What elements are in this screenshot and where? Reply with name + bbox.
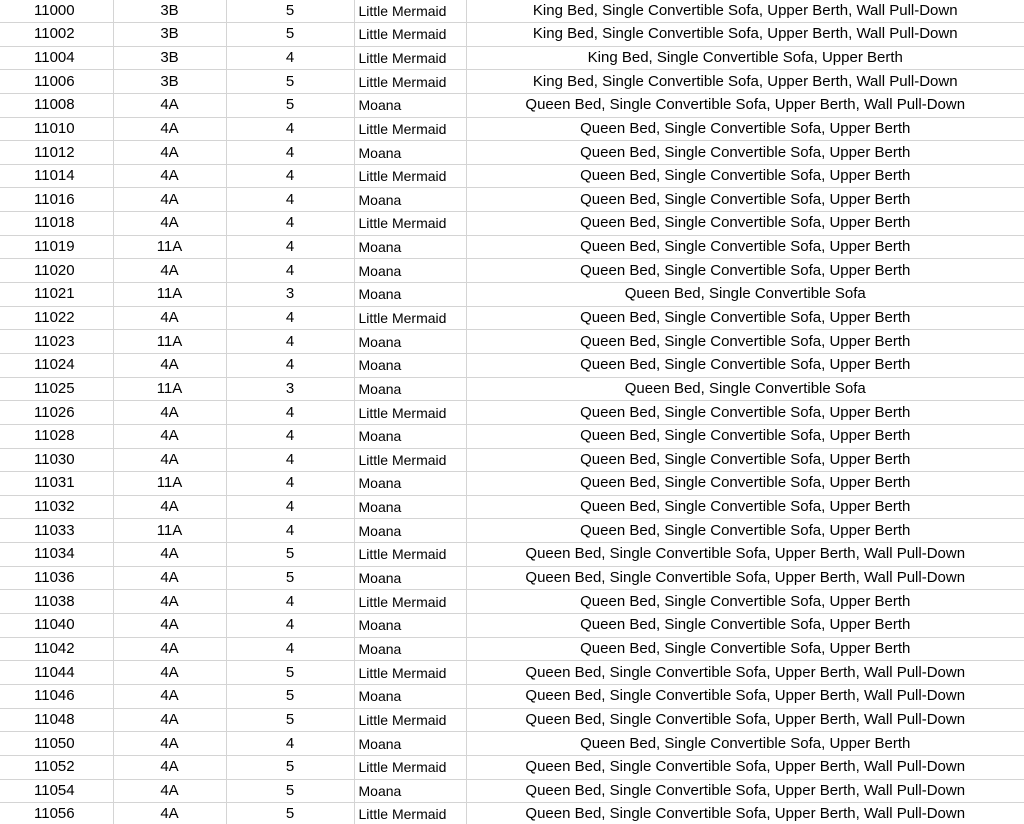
category-cell[interactable]: 11A — [113, 283, 226, 307]
bedding-cell[interactable]: Queen Bed, Single Convertible Sofa, Upper Berth — [466, 259, 1024, 283]
room-number-cell[interactable]: 11008 — [0, 93, 113, 117]
room-number-cell[interactable]: 11033 — [0, 519, 113, 543]
theme-cell[interactable]: Moana — [354, 472, 466, 496]
bedding-cell[interactable]: Queen Bed, Single Convertible Sofa, Upper Berth — [466, 117, 1024, 141]
room-number-cell[interactable]: 11031 — [0, 472, 113, 496]
room-number-cell[interactable]: 11030 — [0, 448, 113, 472]
theme-cell[interactable]: Little Mermaid — [354, 803, 466, 824]
room-number-cell[interactable]: 11025 — [0, 377, 113, 401]
table-row — [0, 188, 1024, 212]
table-row — [0, 353, 1024, 377]
table-row — [0, 306, 1024, 330]
table-row — [0, 661, 1024, 685]
bedding-cell[interactable]: Queen Bed, Single Convertible Sofa, Upper Berth, Wall Pull-Down — [466, 93, 1024, 117]
occupancy-cell[interactable]: 5 — [226, 779, 354, 803]
category-cell[interactable]: 4A — [113, 141, 226, 165]
occupancy-cell[interactable]: 4 — [226, 353, 354, 377]
bedding-cell[interactable]: Queen Bed, Single Convertible Sofa, Upper Berth, Wall Pull-Down — [466, 755, 1024, 779]
table-row — [0, 637, 1024, 661]
table-row — [0, 70, 1024, 94]
table-row — [0, 684, 1024, 708]
table-row — [0, 803, 1024, 824]
category-cell[interactable]: 4A — [113, 614, 226, 638]
room-number-cell[interactable]: 11002 — [0, 23, 113, 47]
bedding-cell[interactable]: Queen Bed, Single Convertible Sofa, Upper Berth — [466, 519, 1024, 543]
table-row — [0, 566, 1024, 590]
room-number-cell[interactable]: 11050 — [0, 732, 113, 756]
bedding-cell[interactable]: Queen Bed, Single Convertible Sofa, Upper Berth — [466, 212, 1024, 236]
theme-cell[interactable]: Moana — [354, 779, 466, 803]
room-number-cell[interactable]: 11019 — [0, 235, 113, 259]
room-number-cell[interactable]: 11054 — [0, 779, 113, 803]
room-number-cell[interactable]: 11024 — [0, 353, 113, 377]
room-number-cell[interactable]: 11020 — [0, 259, 113, 283]
bedding-cell[interactable]: King Bed, Single Convertible Sofa, Upper Berth, Wall Pull-Down — [466, 70, 1024, 94]
bedding-cell[interactable]: Queen Bed, Single Convertible Sofa, Upper Berth — [466, 401, 1024, 425]
bedding-cell[interactable]: Queen Bed, Single Convertible Sofa, Upper Berth, Wall Pull-Down — [466, 661, 1024, 685]
category-cell[interactable]: 4A — [113, 93, 226, 117]
category-cell[interactable]: 3B — [113, 0, 226, 23]
category-cell[interactable]: 3B — [113, 70, 226, 94]
bedding-cell[interactable]: Queen Bed, Single Convertible Sofa, Upper Berth — [466, 330, 1024, 354]
bedding-cell[interactable]: Queen Bed, Single Convertible Sofa — [466, 377, 1024, 401]
room-number-cell[interactable]: 11028 — [0, 424, 113, 448]
occupancy-cell[interactable]: 5 — [226, 684, 354, 708]
category-cell[interactable]: 4A — [113, 164, 226, 188]
theme-cell[interactable]: Little Mermaid — [354, 23, 466, 47]
occupancy-cell[interactable]: 4 — [226, 330, 354, 354]
bedding-cell[interactable]: Queen Bed, Single Convertible Sofa, Upper Berth, Wall Pull-Down — [466, 803, 1024, 824]
room-number-cell[interactable]: 11000 — [0, 0, 113, 23]
theme-cell[interactable]: Moana — [354, 377, 466, 401]
category-cell[interactable]: 11A — [113, 377, 226, 401]
theme-cell[interactable]: Moana — [354, 141, 466, 165]
category-cell[interactable]: 4A — [113, 566, 226, 590]
table-row — [0, 0, 1024, 23]
bedding-cell[interactable]: Queen Bed, Single Convertible Sofa, Upper Berth — [466, 732, 1024, 756]
theme-cell[interactable]: Little Mermaid — [354, 708, 466, 732]
table-row — [0, 377, 1024, 401]
table-row — [0, 495, 1024, 519]
table-row — [0, 23, 1024, 47]
room-number-cell[interactable]: 11021 — [0, 283, 113, 307]
category-cell[interactable]: 4A — [113, 684, 226, 708]
table-row — [0, 330, 1024, 354]
room-number-cell[interactable]: 11004 — [0, 46, 113, 70]
room-number-cell[interactable]: 11012 — [0, 141, 113, 165]
category-cell[interactable]: 4A — [113, 708, 226, 732]
occupancy-cell[interactable]: 3 — [226, 283, 354, 307]
category-cell[interactable]: 4A — [113, 259, 226, 283]
category-cell[interactable]: 4A — [113, 448, 226, 472]
theme-cell[interactable]: Little Mermaid — [354, 306, 466, 330]
room-number-cell[interactable]: 11022 — [0, 306, 113, 330]
category-cell[interactable]: 4A — [113, 424, 226, 448]
occupancy-cell[interactable]: 4 — [226, 495, 354, 519]
table-row — [0, 212, 1024, 236]
table-row — [0, 543, 1024, 567]
occupancy-cell[interactable]: 5 — [226, 93, 354, 117]
category-cell[interactable]: 4A — [113, 495, 226, 519]
occupancy-cell[interactable]: 5 — [226, 803, 354, 824]
room-number-cell[interactable]: 11056 — [0, 803, 113, 824]
occupancy-cell[interactable]: 4 — [226, 472, 354, 496]
occupancy-cell[interactable]: 3 — [226, 377, 354, 401]
occupancy-cell[interactable]: 4 — [226, 519, 354, 543]
bedding-cell[interactable]: King Bed, Single Convertible Sofa, Upper Berth — [466, 46, 1024, 70]
room-number-cell[interactable]: 11016 — [0, 188, 113, 212]
table-row — [0, 590, 1024, 614]
bedding-cell[interactable]: Queen Bed, Single Convertible Sofa, Upper Berth — [466, 306, 1024, 330]
occupancy-cell[interactable]: 4 — [226, 46, 354, 70]
occupancy-cell[interactable]: 4 — [226, 448, 354, 472]
category-cell[interactable]: 3B — [113, 23, 226, 47]
bedding-cell[interactable]: Queen Bed, Single Convertible Sofa, Upper Berth — [466, 472, 1024, 496]
occupancy-cell[interactable]: 4 — [226, 401, 354, 425]
theme-cell[interactable]: Moana — [354, 330, 466, 354]
bedding-cell[interactable]: Queen Bed, Single Convertible Sofa — [466, 283, 1024, 307]
category-cell[interactable]: 4A — [113, 306, 226, 330]
bedding-cell[interactable]: King Bed, Single Convertible Sofa, Upper Berth, Wall Pull-Down — [466, 23, 1024, 47]
bedding-cell[interactable]: Queen Bed, Single Convertible Sofa, Upper Berth — [466, 424, 1024, 448]
category-cell[interactable]: 4A — [113, 661, 226, 685]
category-cell[interactable]: 11A — [113, 519, 226, 543]
room-number-cell[interactable]: 11014 — [0, 164, 113, 188]
occupancy-cell[interactable]: 4 — [226, 212, 354, 236]
category-cell[interactable]: 4A — [113, 353, 226, 377]
theme-cell[interactable]: Little Mermaid — [354, 755, 466, 779]
bedding-cell[interactable]: Queen Bed, Single Convertible Sofa, Upper Berth, Wall Pull-Down — [466, 566, 1024, 590]
occupancy-cell[interactable]: 4 — [226, 614, 354, 638]
room-number-cell[interactable]: 11032 — [0, 495, 113, 519]
bedding-cell[interactable]: King Bed, Single Convertible Sofa, Upper Berth, Wall Pull-Down — [466, 0, 1024, 23]
occupancy-cell[interactable]: 5 — [226, 70, 354, 94]
table-row — [0, 779, 1024, 803]
theme-cell[interactable]: Little Mermaid — [354, 212, 466, 236]
theme-cell[interactable]: Little Mermaid — [354, 401, 466, 425]
category-cell[interactable]: 4A — [113, 779, 226, 803]
room-number-cell[interactable]: 11040 — [0, 614, 113, 638]
table-row — [0, 519, 1024, 543]
table-row — [0, 448, 1024, 472]
theme-cell[interactable]: Moana — [354, 283, 466, 307]
theme-cell[interactable]: Little Mermaid — [354, 448, 466, 472]
room-number-cell[interactable]: 11026 — [0, 401, 113, 425]
table-row — [0, 472, 1024, 496]
table-row — [0, 732, 1024, 756]
theme-cell[interactable]: Little Mermaid — [354, 0, 466, 23]
table-row — [0, 283, 1024, 307]
occupancy-cell[interactable]: 4 — [226, 141, 354, 165]
table-row — [0, 401, 1024, 425]
bedding-cell[interactable]: Queen Bed, Single Convertible Sofa, Upper Berth, Wall Pull-Down — [466, 543, 1024, 567]
room-number-cell[interactable]: 11046 — [0, 684, 113, 708]
category-cell[interactable]: 11A — [113, 235, 226, 259]
table-row — [0, 755, 1024, 779]
bedding-cell[interactable]: Queen Bed, Single Convertible Sofa, Upper Berth — [466, 188, 1024, 212]
bedding-cell[interactable]: Queen Bed, Single Convertible Sofa, Upper Berth, Wall Pull-Down — [466, 779, 1024, 803]
theme-cell[interactable]: Little Mermaid — [354, 543, 466, 567]
category-cell[interactable]: 4A — [113, 401, 226, 425]
occupancy-cell[interactable]: 4 — [226, 590, 354, 614]
theme-cell[interactable]: Moana — [354, 684, 466, 708]
table-row — [0, 235, 1024, 259]
theme-cell[interactable]: Little Mermaid — [354, 590, 466, 614]
occupancy-cell[interactable]: 4 — [226, 424, 354, 448]
occupancy-cell[interactable]: 5 — [226, 0, 354, 23]
occupancy-cell[interactable]: 5 — [226, 755, 354, 779]
theme-cell[interactable]: Little Mermaid — [354, 46, 466, 70]
category-cell[interactable]: 4A — [113, 590, 226, 614]
theme-cell[interactable]: Moana — [354, 519, 466, 543]
theme-cell[interactable]: Moana — [354, 614, 466, 638]
room-number-cell[interactable]: 11038 — [0, 590, 113, 614]
table-row — [0, 424, 1024, 448]
room-number-cell[interactable]: 11048 — [0, 708, 113, 732]
occupancy-cell[interactable]: 5 — [226, 566, 354, 590]
room-number-cell[interactable]: 11052 — [0, 755, 113, 779]
table-row — [0, 141, 1024, 165]
theme-cell[interactable]: Moana — [354, 93, 466, 117]
category-cell[interactable]: 11A — [113, 472, 226, 496]
theme-cell[interactable]: Moana — [354, 732, 466, 756]
occupancy-cell[interactable]: 5 — [226, 543, 354, 567]
room-number-cell[interactable]: 11006 — [0, 70, 113, 94]
occupancy-cell[interactable]: 4 — [226, 164, 354, 188]
table-row — [0, 117, 1024, 141]
theme-cell[interactable]: Moana — [354, 495, 466, 519]
table-row — [0, 259, 1024, 283]
theme-cell[interactable]: Moana — [354, 424, 466, 448]
category-cell[interactable]: 4A — [113, 117, 226, 141]
theme-cell[interactable]: Little Mermaid — [354, 117, 466, 141]
room-number-cell[interactable]: 11018 — [0, 212, 113, 236]
occupancy-cell[interactable]: 4 — [226, 732, 354, 756]
bedding-cell[interactable]: Queen Bed, Single Convertible Sofa, Upper Berth — [466, 448, 1024, 472]
occupancy-cell[interactable]: 4 — [226, 235, 354, 259]
bedding-cell[interactable]: Queen Bed, Single Convertible Sofa, Upper Berth — [466, 353, 1024, 377]
theme-cell[interactable]: Moana — [354, 637, 466, 661]
room-number-cell[interactable]: 11036 — [0, 566, 113, 590]
category-cell[interactable]: 4A — [113, 803, 226, 824]
category-cell[interactable]: 4A — [113, 732, 226, 756]
table-row — [0, 708, 1024, 732]
category-cell[interactable]: 4A — [113, 188, 226, 212]
theme-cell[interactable]: Little Mermaid — [354, 661, 466, 685]
theme-cell[interactable]: Moana — [354, 259, 466, 283]
bedding-cell[interactable]: Queen Bed, Single Convertible Sofa, Upper Berth — [466, 590, 1024, 614]
bedding-cell[interactable]: Queen Bed, Single Convertible Sofa, Upper Berth — [466, 637, 1024, 661]
occupancy-cell[interactable]: 4 — [226, 117, 354, 141]
bedding-cell[interactable]: Queen Bed, Single Convertible Sofa, Upper Berth, Wall Pull-Down — [466, 684, 1024, 708]
occupancy-cell[interactable]: 4 — [226, 188, 354, 212]
theme-cell[interactable]: Little Mermaid — [354, 164, 466, 188]
category-cell[interactable]: 3B — [113, 46, 226, 70]
bedding-cell[interactable]: Queen Bed, Single Convertible Sofa, Upper Berth — [466, 495, 1024, 519]
table-row — [0, 614, 1024, 638]
room-number-cell[interactable]: 11042 — [0, 637, 113, 661]
bedding-cell[interactable]: Queen Bed, Single Convertible Sofa, Upper Berth — [466, 614, 1024, 638]
room-number-cell[interactable]: 11044 — [0, 661, 113, 685]
bedding-cell[interactable]: Queen Bed, Single Convertible Sofa, Upper Berth — [466, 164, 1024, 188]
bedding-cell[interactable]: Queen Bed, Single Convertible Sofa, Upper Berth — [466, 235, 1024, 259]
category-cell[interactable]: 4A — [113, 212, 226, 236]
room-number-cell[interactable]: 11023 — [0, 330, 113, 354]
bedding-cell[interactable]: Queen Bed, Single Convertible Sofa, Upper Berth — [466, 141, 1024, 165]
occupancy-cell[interactable]: 4 — [226, 637, 354, 661]
category-cell[interactable]: 4A — [113, 637, 226, 661]
occupancy-cell[interactable]: 5 — [226, 708, 354, 732]
theme-cell[interactable]: Moana — [354, 566, 466, 590]
occupancy-cell[interactable]: 4 — [226, 306, 354, 330]
theme-cell[interactable]: Moana — [354, 353, 466, 377]
theme-cell[interactable]: Moana — [354, 235, 466, 259]
table-row — [0, 164, 1024, 188]
category-cell[interactable]: 4A — [113, 543, 226, 567]
bedding-cell[interactable]: Queen Bed, Single Convertible Sofa, Upper Berth, Wall Pull-Down — [466, 708, 1024, 732]
room-number-cell[interactable]: 11034 — [0, 543, 113, 567]
table-row — [0, 46, 1024, 70]
occupancy-cell[interactable]: 4 — [226, 259, 354, 283]
theme-cell[interactable]: Little Mermaid — [354, 70, 466, 94]
table-row — [0, 93, 1024, 117]
theme-cell[interactable]: Moana — [354, 188, 466, 212]
category-cell[interactable]: 11A — [113, 330, 226, 354]
room-number-cell[interactable]: 11010 — [0, 117, 113, 141]
occupancy-cell[interactable]: 5 — [226, 23, 354, 47]
category-cell[interactable]: 4A — [113, 755, 226, 779]
occupancy-cell[interactable]: 5 — [226, 661, 354, 685]
